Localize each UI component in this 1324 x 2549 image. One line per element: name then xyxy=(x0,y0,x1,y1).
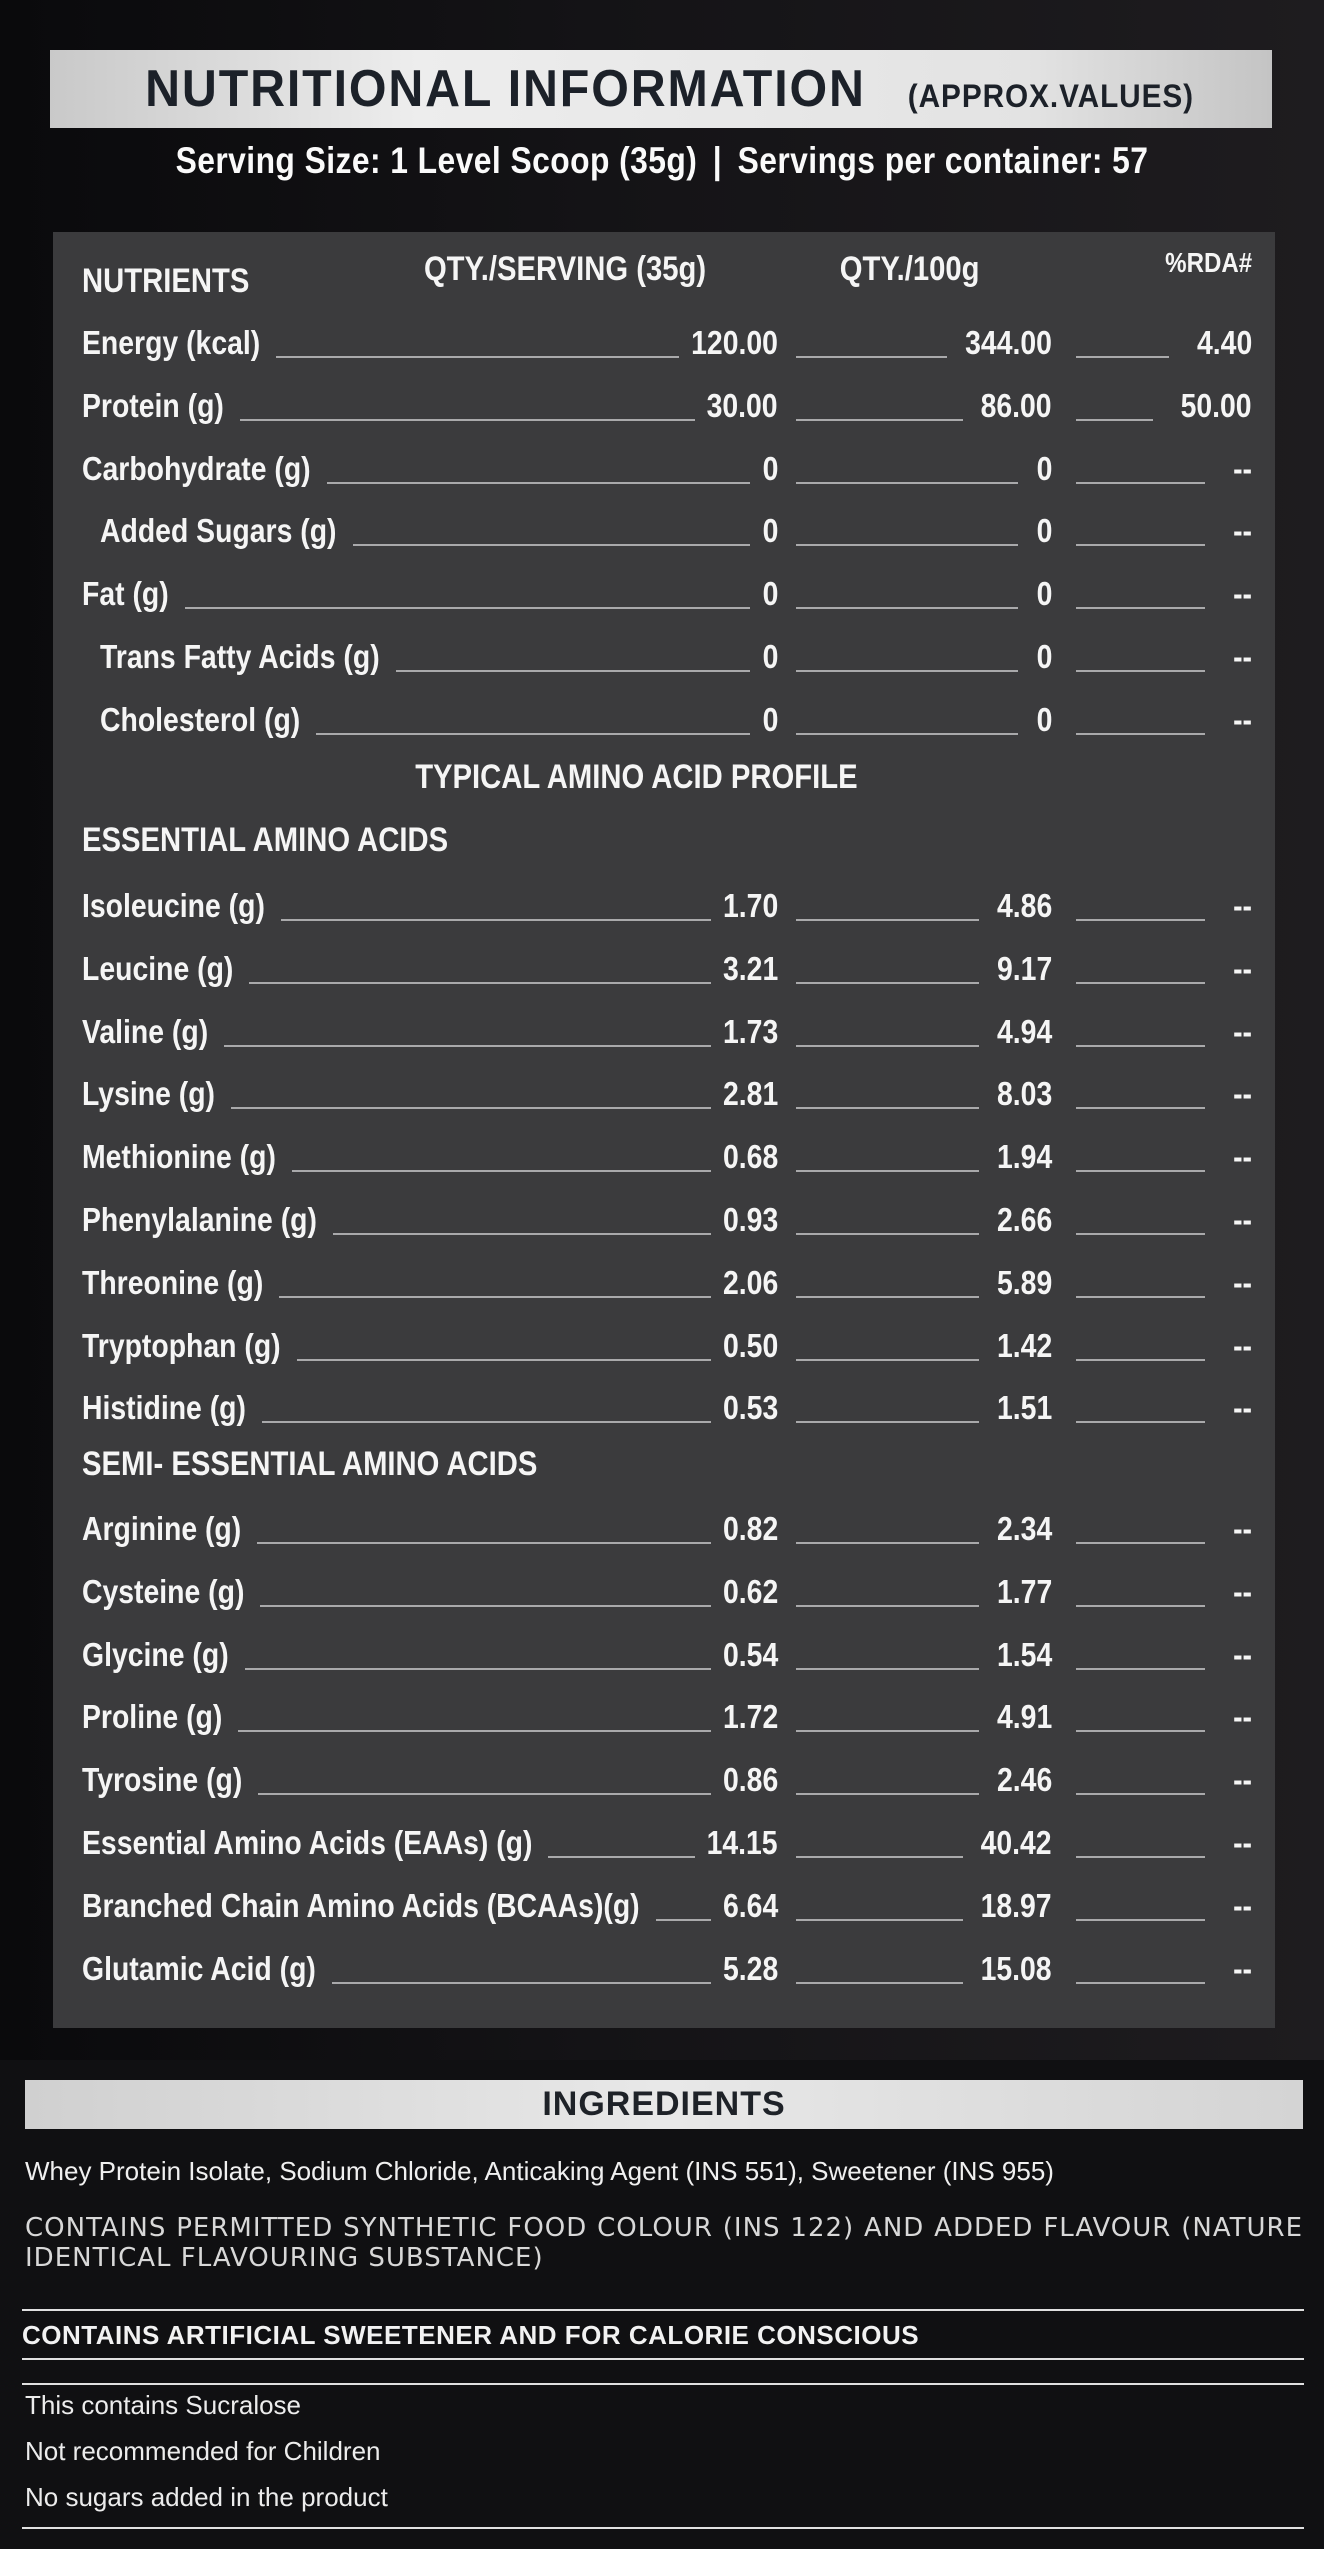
qty-per-serving: 1.70 xyxy=(722,887,778,924)
leader-line xyxy=(257,1542,711,1544)
leader-line xyxy=(1076,1359,1205,1361)
qty-per-100g: 2.34 xyxy=(996,1510,1052,1547)
nutrient-name: Fat (g) xyxy=(82,575,169,613)
qty-per-100g: 0 xyxy=(1036,575,1052,613)
ingredients-title: INGREDIENTS xyxy=(25,2080,1303,2129)
table-row xyxy=(82,1938,1252,1998)
qty-per-serving: 0.54 xyxy=(722,1635,778,1673)
qty-per-100g: 40.42 xyxy=(980,1824,1052,1861)
leader-line xyxy=(796,1730,979,1732)
divider xyxy=(22,2358,1304,2360)
nutrient-name: Threonine (g) xyxy=(82,1263,264,1301)
leader-line xyxy=(796,482,1018,484)
nutrient-name: Arginine (g) xyxy=(82,1510,242,1547)
amino-profile-title: TYPICAL AMINO ACID PROFILE xyxy=(415,758,858,796)
nutrient-name: Essential Amino Acids (EAAs) (g) xyxy=(82,1824,533,1861)
rda-percent: -- xyxy=(1233,1012,1252,1050)
leader-line xyxy=(1076,1793,1205,1795)
table-row xyxy=(82,1686,1252,1746)
rda-percent: -- xyxy=(1233,1698,1252,1736)
ingredients-text: Whey Protein Isolate, Sodium Chloride, Anticaking Agent (INS 551), Sweetener (INS 955) xyxy=(25,2156,1054,2186)
leader-line xyxy=(316,733,750,735)
leader-line xyxy=(796,607,1018,609)
header-per-100g: QTY./100g xyxy=(840,250,980,288)
qty-per-100g: 0 xyxy=(1036,512,1052,550)
leader-line xyxy=(185,607,751,609)
warning-line-sucralose: This contains Sucralose xyxy=(25,2390,302,2420)
ingredients-section xyxy=(0,2060,1324,2549)
leader-line xyxy=(1076,1107,1205,1109)
leader-line xyxy=(796,1856,963,1858)
leader-line xyxy=(1076,356,1169,358)
leader-line xyxy=(1076,1919,1205,1921)
header-nutrients: NUTRIENTS xyxy=(82,262,250,300)
semi-essential-amino-title: SEMI- ESSENTIAL AMINO ACIDS xyxy=(82,1445,538,1483)
leader-line xyxy=(279,1296,710,1298)
leader-line xyxy=(1076,482,1205,484)
qty-per-serving: 0 xyxy=(762,512,778,550)
rda-percent: -- xyxy=(1233,638,1252,675)
table-row xyxy=(82,689,1252,749)
leader-line xyxy=(796,1668,979,1670)
leader-line xyxy=(796,1170,979,1172)
leader-line xyxy=(796,1793,979,1795)
table-row xyxy=(82,1252,1252,1312)
qty-per-100g: 4.94 xyxy=(996,1012,1052,1050)
rda-percent: -- xyxy=(1233,1389,1252,1427)
qty-per-100g: 0 xyxy=(1036,449,1052,487)
leader-line xyxy=(1076,544,1205,546)
table-row xyxy=(82,438,1252,498)
nutrient-name: Histidine (g) xyxy=(82,1389,246,1427)
header-per-serving: QTY./SERVING (35g) xyxy=(423,250,706,288)
leader-line xyxy=(240,419,695,421)
rda-percent: -- xyxy=(1233,1326,1252,1364)
qty-per-100g: 4.86 xyxy=(996,887,1052,924)
qty-per-100g: 1.54 xyxy=(996,1635,1052,1673)
table-row xyxy=(82,1749,1252,1809)
qty-per-100g: 15.08 xyxy=(980,1949,1052,1987)
table-row xyxy=(82,1812,1252,1872)
leader-line xyxy=(1076,1856,1205,1858)
warning-line-children: Not recommended for Children xyxy=(25,2436,381,2466)
qty-per-100g: 0 xyxy=(1036,638,1052,675)
nutrient-name: Added Sugars (g) xyxy=(100,512,337,550)
qty-per-serving: 0.53 xyxy=(722,1389,778,1427)
qty-per-serving: 0.86 xyxy=(722,1761,778,1799)
qty-per-100g: 5.89 xyxy=(996,1263,1052,1301)
leader-line xyxy=(1076,919,1205,921)
table-row xyxy=(82,312,1252,372)
qty-per-serving: 0 xyxy=(762,575,778,613)
table-row xyxy=(82,1561,1252,1621)
leader-line xyxy=(796,733,1018,735)
nutrient-name: Methionine (g) xyxy=(82,1138,276,1176)
qty-per-serving: 6.64 xyxy=(722,1886,778,1924)
leader-line xyxy=(1076,1421,1205,1423)
qty-per-serving: 0 xyxy=(762,638,778,675)
qty-per-100g: 9.17 xyxy=(996,949,1052,987)
divider xyxy=(22,2383,1304,2385)
nutrient-name: Leucine (g) xyxy=(82,949,234,987)
leader-line xyxy=(260,1605,710,1607)
leader-line xyxy=(548,1856,695,1858)
leader-line xyxy=(1076,1668,1205,1670)
nutrient-name: Tyrosine (g) xyxy=(82,1761,243,1799)
nutrient-name: Trans Fatty Acids (g) xyxy=(100,638,380,675)
qty-per-100g: 1.51 xyxy=(996,1389,1052,1427)
rda-percent: -- xyxy=(1233,887,1252,924)
rda-percent: -- xyxy=(1233,449,1252,487)
qty-per-100g: 1.94 xyxy=(996,1138,1052,1176)
rda-percent: -- xyxy=(1233,1761,1252,1799)
qty-per-100g: 8.03 xyxy=(996,1075,1052,1113)
nutrient-name: Protein (g) xyxy=(82,386,224,424)
leader-line xyxy=(796,1421,979,1423)
serving-size: Serving Size: 1 Level Scoop (35g) xyxy=(175,140,698,181)
serving-info xyxy=(93,140,1232,182)
qty-per-serving: 1.73 xyxy=(722,1012,778,1050)
leader-line xyxy=(332,1982,711,1984)
leader-line xyxy=(796,419,963,421)
leader-line xyxy=(292,1170,711,1172)
rda-percent: -- xyxy=(1233,1949,1252,1987)
rda-percent: -- xyxy=(1233,1075,1252,1113)
qty-per-serving: 0.93 xyxy=(722,1201,778,1238)
rda-percent: -- xyxy=(1233,1824,1252,1861)
rda-percent: -- xyxy=(1233,949,1252,987)
nutrient-name: Valine (g) xyxy=(82,1012,209,1050)
qty-per-serving: 5.28 xyxy=(722,1949,778,1987)
qty-per-serving: 14.15 xyxy=(706,1824,778,1861)
nutrient-name: Branched Chain Amino Acids (BCAAs)(g) xyxy=(82,1886,640,1924)
divider xyxy=(22,2309,1304,2311)
table-row xyxy=(82,938,1252,998)
table-row xyxy=(82,1189,1252,1249)
qty-per-100g: 1.42 xyxy=(996,1326,1052,1364)
leader-line xyxy=(796,356,947,358)
qty-per-100g: 4.91 xyxy=(996,1698,1052,1736)
nutrient-name: Proline (g) xyxy=(82,1698,223,1736)
qty-per-serving: 2.06 xyxy=(722,1263,778,1301)
servings-per-container: Servings per container: 57 xyxy=(737,140,1149,181)
sweetener-warning-title: CONTAINS ARTIFICIAL SWEETENER AND FOR CALORIE CONSCIOUS xyxy=(22,2320,920,2350)
qty-per-serving: 0 xyxy=(762,449,778,487)
warning-line-no-sugar: No sugars added in the product xyxy=(25,2482,388,2512)
rda-percent: -- xyxy=(1233,1510,1252,1547)
leader-line xyxy=(796,1233,979,1235)
leader-line xyxy=(1076,1170,1205,1172)
table-row xyxy=(82,1377,1252,1437)
nutrient-name: Phenylalanine (g) xyxy=(82,1201,317,1238)
leader-line xyxy=(1076,982,1205,984)
qty-per-100g: 344.00 xyxy=(965,324,1052,361)
qty-per-100g: 2.46 xyxy=(996,1761,1052,1799)
leader-line xyxy=(796,1296,979,1298)
rda-percent: -- xyxy=(1233,700,1252,738)
leader-line xyxy=(796,544,1018,546)
nutrient-name: Lysine (g) xyxy=(82,1075,215,1113)
leader-line xyxy=(796,1982,963,1984)
qty-per-serving: 120.00 xyxy=(691,324,778,361)
leader-line xyxy=(258,1793,710,1795)
leader-line xyxy=(245,1668,711,1670)
leader-line xyxy=(796,1605,979,1607)
table-row xyxy=(82,500,1252,560)
leader-line xyxy=(1076,1233,1205,1235)
leader-line xyxy=(656,1919,711,1921)
leader-line xyxy=(1076,670,1205,672)
nutrition-title-bar xyxy=(50,50,1272,128)
rda-percent: -- xyxy=(1233,1263,1252,1301)
table-row xyxy=(82,1875,1252,1935)
qty-per-serving: 0.68 xyxy=(722,1138,778,1176)
qty-per-100g: 86.00 xyxy=(980,386,1052,424)
colour-flavour-note: CONTAINS PERMITTED SYNTHETIC FOOD COLOUR (INS 122) AND ADDED FLAVOUR (NATURE IDENTICAL FLAVOURING SUBSTANCE) xyxy=(25,2213,1303,2273)
leader-line xyxy=(1076,607,1205,609)
qty-per-serving: 0 xyxy=(762,700,778,738)
leader-line xyxy=(796,1107,979,1109)
nutrient-name: Glycine (g) xyxy=(82,1635,229,1673)
rda-percent: 4.40 xyxy=(1196,324,1252,361)
leader-line xyxy=(353,544,751,546)
qty-per-serving: 0.62 xyxy=(722,1572,778,1610)
leader-line xyxy=(1076,733,1205,735)
leader-line xyxy=(1076,419,1153,421)
leader-line xyxy=(333,1233,711,1235)
nutrient-name: Cholesterol (g) xyxy=(100,700,301,738)
table-row xyxy=(82,1063,1252,1123)
leader-line xyxy=(796,982,979,984)
leader-line xyxy=(327,482,751,484)
rda-percent: -- xyxy=(1233,1886,1252,1924)
table-row xyxy=(82,1315,1252,1375)
leader-line xyxy=(1076,1730,1205,1732)
leader-line xyxy=(281,919,711,921)
leader-line xyxy=(1076,1542,1205,1544)
nutrient-name: Cysteine (g) xyxy=(82,1572,245,1610)
nutrient-name: Tryptophan (g) xyxy=(82,1326,281,1364)
leader-line xyxy=(231,1107,711,1109)
qty-per-serving: 2.81 xyxy=(722,1075,778,1113)
table-row xyxy=(82,1498,1252,1558)
qty-per-100g: 18.97 xyxy=(980,1886,1052,1924)
qty-per-serving: 0.82 xyxy=(722,1510,778,1547)
nutrient-name: Carbohydrate (g) xyxy=(82,449,311,487)
leader-line xyxy=(1076,1605,1205,1607)
nutrient-name: Isoleucine (g) xyxy=(82,887,265,924)
rda-percent: -- xyxy=(1233,1635,1252,1673)
essential-amino-title: ESSENTIAL AMINO ACIDS xyxy=(82,821,449,859)
rda-percent: -- xyxy=(1233,1572,1252,1610)
qty-per-serving: 30.00 xyxy=(706,386,778,424)
qty-per-100g: 1.77 xyxy=(996,1572,1052,1610)
nutrient-name: Energy (kcal) xyxy=(82,324,261,361)
divider xyxy=(22,2527,1304,2529)
leader-line xyxy=(276,356,679,358)
table-row xyxy=(82,626,1252,686)
qty-per-100g: 0 xyxy=(1036,700,1052,738)
rda-percent: -- xyxy=(1233,1138,1252,1176)
table-row xyxy=(82,563,1252,623)
rda-percent: -- xyxy=(1233,1201,1252,1238)
qty-per-serving: 1.72 xyxy=(722,1698,778,1736)
qty-per-serving: 3.21 xyxy=(722,949,778,987)
table-row xyxy=(82,1126,1252,1186)
table-row xyxy=(82,375,1252,435)
table-row xyxy=(82,1001,1252,1061)
leader-line xyxy=(796,1359,979,1361)
leader-line xyxy=(796,1045,979,1047)
qty-per-serving: 0.50 xyxy=(722,1326,778,1364)
leader-line xyxy=(297,1359,711,1361)
rda-percent: 50.00 xyxy=(1180,386,1252,424)
leader-line xyxy=(1076,1296,1205,1298)
leader-line xyxy=(796,1919,963,1921)
leader-line xyxy=(238,1730,710,1732)
leader-line xyxy=(796,670,1018,672)
leader-line xyxy=(796,919,979,921)
qty-per-100g: 2.66 xyxy=(996,1201,1052,1238)
leader-line xyxy=(249,982,710,984)
leader-line xyxy=(796,1542,979,1544)
rda-percent: -- xyxy=(1233,512,1252,550)
leader-line xyxy=(396,670,751,672)
serving-separator: | xyxy=(712,140,723,181)
header-rda: %RDA# xyxy=(1165,247,1252,278)
nutrition-title: NUTRITIONAL INFORMATION xyxy=(144,60,866,118)
table-row xyxy=(82,1624,1252,1684)
leader-line xyxy=(224,1045,711,1047)
nutrient-name: Glutamic Acid (g) xyxy=(82,1949,316,1987)
table-row xyxy=(82,875,1252,935)
leader-line xyxy=(262,1421,711,1423)
leader-line xyxy=(1076,1982,1205,1984)
rda-percent: -- xyxy=(1233,575,1252,613)
nutrition-title-qualifier: (APPROX.VALUES) xyxy=(907,77,1194,114)
leader-line xyxy=(1076,1045,1205,1047)
